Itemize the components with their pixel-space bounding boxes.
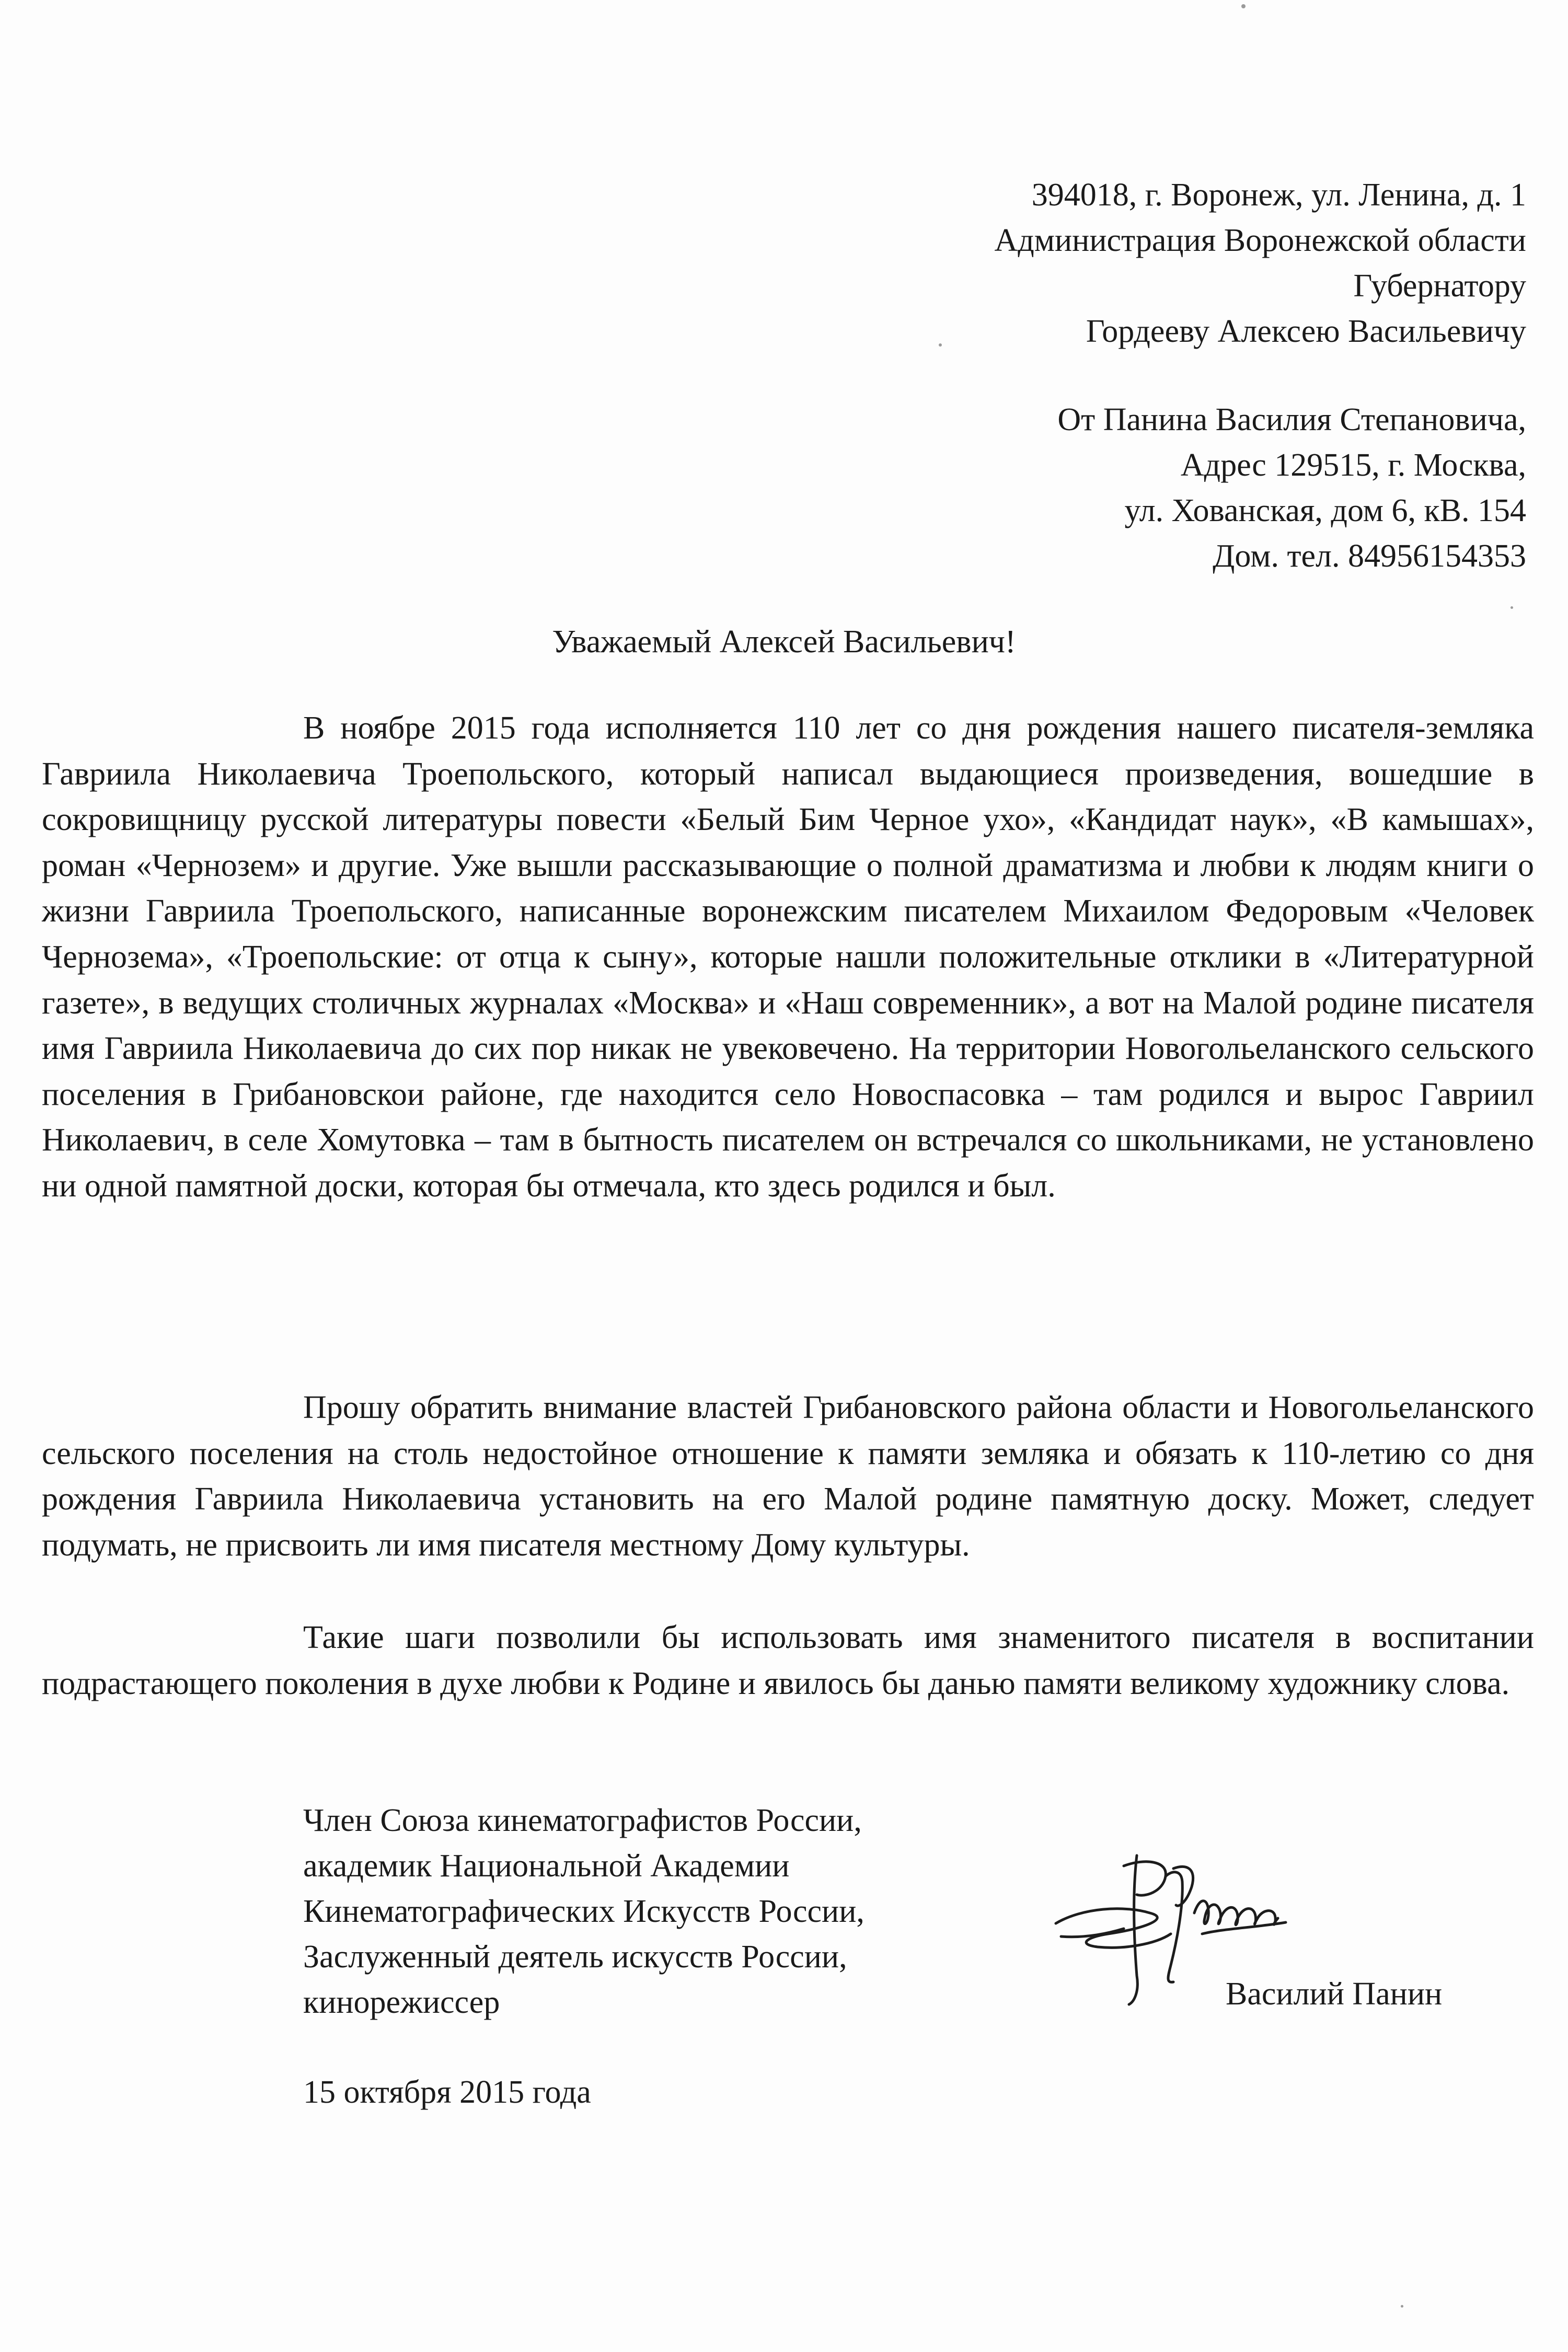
signatory-name: Василий Панин <box>1226 1976 1443 2012</box>
signatory-titles <box>303 1798 864 2025</box>
sender-street: ул. Хованская, дом 6, кВ. 154 <box>1124 493 1526 528</box>
sender-address: Адрес 129515, г. Москва, <box>1180 447 1526 483</box>
scan-speck <box>1241 4 1246 8</box>
signatory-title: Кинематографических Искусств России, <box>303 1894 864 1929</box>
sender-phone: Дом. тел. 84956154353 <box>1213 538 1526 574</box>
sender-name: От Панина Василия Степановича, <box>1057 402 1526 437</box>
signatory-title: Заслуженный деятель искусств России, <box>303 1939 847 1975</box>
recipient-name: Гордееву Алексею Васильевичу <box>1086 314 1526 349</box>
recipient-address: 394018, г. Воронеж, ул. Ленина, д. 1 <box>1031 177 1526 213</box>
signatory-title: Член Союза кинематографистов России, <box>303 1803 862 1838</box>
signatory-title: академик Национальной Академии <box>303 1848 790 1884</box>
scan-speck <box>1401 2305 1403 2308</box>
body-paragraph: В ноябре 2015 года исполняется 110 лет со дня рождения нашего писателя-земляка Гавриила Николаевича Троепольского, который написал выдающиеся произведения, вошедшие в сокровищницу русской литературы повести «Белый Бим Черное ухо», «Кандидат наук», «В камышах», роман «Чернозем» и другие. Уже вышли рассказывающие о полной драматизма и любви к людям книги о жизни Гавриила Троепольского, написанные воронежским писателем Михаилом Федоровым «Человек Чернозема», «Троепольские: от отца к сыну», которые нашли положительные отклики в «Литературной газете», в ведущих столичных журналах «Москва» и «Наш современник», а вот на Малой родине писателя имя Гавриила Николаевича до сих пор никак не увековечено. На территории Новогольеланского сельского поселения в Грибановскои районе, где находится село Новоспасовка – там родился и вырос Гавриил Николаевич, в селе Хомутовка – там в бытность писателем он встречался со школьниками, не установлено ни одной памятной доски, которая бы отмечала, кто здесь родился и был. <box>42 710 1534 1204</box>
sender-block <box>690 397 1526 579</box>
recipient-position: Губернатору <box>1353 268 1526 304</box>
salutation: Уважаемый Алексей Васильевич! <box>552 624 1016 660</box>
scan-speck <box>1511 606 1513 609</box>
letter-date: 15 октября 2015 года <box>303 2074 591 2110</box>
signatory-title: кинорежиссер <box>303 1985 500 2020</box>
body-paragraph: Такие шаги позволили бы использовать имя знаменитого писателя в воспитании подрастающего поколения в духе любви к Родине и явилось бы данью памяти великому художнику слова. <box>42 1620 1534 1701</box>
recipient-organization: Администрация Воронежской области <box>994 223 1526 258</box>
body-paragraph: Прошу обратить внимание властей Грибановского района области и Новогольеланского сельского поселения на столь недостойное отношение к памяти земляка и обязать к 110-летию со дня рождения Гавриила Николаевича установить на его Малой родине памятную доску. Может, следует подумать, не присвоить ли имя писателя местному Дому культуры. <box>42 1390 1534 1563</box>
recipient-block <box>690 172 1526 354</box>
